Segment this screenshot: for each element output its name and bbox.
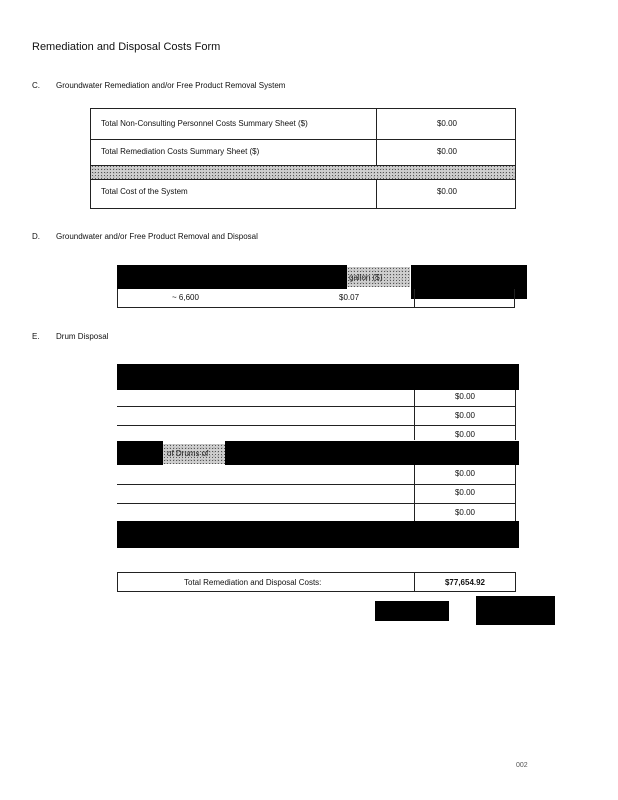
- drum-amount: $0.00: [454, 430, 476, 439]
- section-e-heading: [32, 332, 432, 344]
- row-amount: $0.00: [436, 147, 458, 156]
- rate-value: $0.07: [339, 293, 360, 302]
- drum-amount: $0.00: [454, 508, 476, 517]
- redaction-block: [117, 265, 347, 289]
- section-e-title: Drum Disposal: [56, 332, 109, 341]
- column-divider: [515, 465, 516, 521]
- mid-header-fragment: of Drums of: [167, 449, 209, 458]
- gallons-value: ~ 6,600: [172, 293, 199, 302]
- redaction-block: [117, 364, 519, 390]
- row-label: Total Remediation Costs Summary Sheet ($): [101, 147, 260, 156]
- redaction-block: [375, 601, 449, 621]
- row-amount: $0.00: [436, 187, 458, 196]
- row-divider: [91, 179, 515, 180]
- section-d-heading: [32, 232, 432, 244]
- row-label: Total Cost of the System: [101, 187, 188, 196]
- redaction-block: [117, 521, 519, 548]
- column-divider: [515, 390, 516, 440]
- section-d-letter: D.: [32, 232, 40, 241]
- section-c-title: Groundwater Remediation and/or Free Product Removal System: [56, 81, 286, 90]
- row-amount: $0.00: [436, 119, 458, 128]
- drum-amount: $0.00: [454, 411, 476, 420]
- section-c-heading: [32, 81, 432, 93]
- column-divider: [414, 289, 415, 307]
- drum-amount: $0.00: [454, 392, 476, 401]
- row-label: Total Non-Consulting Personnel Costs Summary Sheet ($): [101, 119, 308, 128]
- page-mark: 002: [516, 762, 528, 769]
- gallons-number: 6,600: [178, 293, 199, 302]
- total-amount: $77,654.92: [444, 578, 486, 587]
- row-divider: [91, 165, 515, 166]
- redaction-block: [117, 441, 163, 465]
- row-divider: [117, 406, 515, 407]
- row-divider: [91, 139, 515, 140]
- section-d-title: Groundwater and/or Free Product Removal and Disposal: [56, 232, 258, 241]
- redaction-block: [225, 441, 519, 465]
- section-d-table: [117, 265, 527, 308]
- section-e-table: [117, 364, 519, 548]
- total-row: [117, 572, 516, 592]
- drum-amount: $0.00: [454, 469, 476, 478]
- drum-amount: $0.00: [454, 488, 476, 497]
- section-e-letter: E.: [32, 332, 40, 341]
- section-c-letter: C.: [32, 81, 40, 90]
- redaction-block: [476, 596, 555, 625]
- header-fragment: gallon ($): [349, 273, 383, 282]
- page-title: Remediation and Disposal Costs Form: [32, 41, 221, 53]
- total-label: Total Remediation and Disposal Costs:: [184, 578, 322, 587]
- row-divider: [117, 425, 515, 426]
- row-divider: [117, 503, 515, 504]
- section-c-table: [90, 108, 516, 209]
- obscured-row: [91, 165, 515, 179]
- row-divider: [117, 484, 515, 485]
